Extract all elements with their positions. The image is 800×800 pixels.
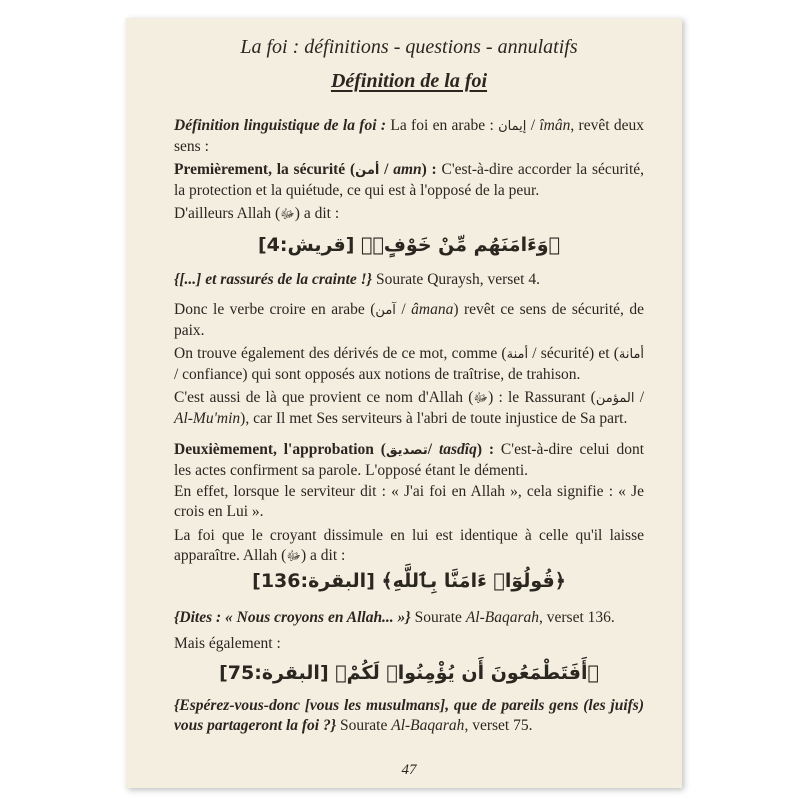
running-title: La foi : définitions - questions - annulatifs — [240, 36, 578, 58]
paragraph-linguistic-definition: Définition linguistique de la foi : La foi en arabe : إيمان / îmân, revêt deux sens : — [174, 117, 644, 155]
paragraph-translation-75: {Espérez-vous-donc [vous les musulmans], que de pareils gens (les juifs) vous partageront la foi ?} Sourate Al-Baqarah, verset 75. — [174, 697, 644, 734]
paragraph-al-mumin: C'est aussi de là que provient ce nom d'Allah (ﷻ) : le Rassurant (المؤمن / Al-Mu'min), car Il met Ses serviteurs à l'abri de toute injustice de Sa part. — [174, 389, 645, 427]
paragraph-verb-believe: Donc le verbe croire en arabe (آمن / âmana) revêt ce sens de sécurité, de paix. — [174, 301, 645, 339]
page-number: 47 — [401, 762, 417, 778]
paragraph-allah-said-1: D'ailleurs Allah (ﷻ) a dit : — [174, 205, 340, 222]
quran-verse-quraysh: ﴿وَءَامَنَهُم مِّنْ خَوْفٍۭ﴾ [قريش:4] — [257, 234, 561, 256]
paragraph-faith-identical: La foi que le croyant dissimule en lui est identique à celle qu'il laisse apparaître. Allah (ﷻ) a dit : — [174, 527, 644, 564]
paragraph-derivatives: On trouve également des dérivés de ce mot, comme (أمنة / sécurité) et (أمانة / confiance) qui sont opposés aux notions de traîtrise, de trahison. — [174, 345, 645, 383]
quran-verse-baqarah-136: ﴿قُولُوٓا۟ ءَامَنَّا بِٱللَّهِ﴾ [البقرة:136] — [252, 570, 566, 592]
quran-verse-baqarah-75: ﴿أَفَتَطْمَعُونَ أَن يُؤْمِنُوا۟ لَكُمْ﴾ [البقرة:75] — [219, 662, 599, 684]
paragraph-translation-136: {Dites : « Nous croyons en Allah... »} Sourate Al-Baqarah, verset 136. — [174, 609, 615, 626]
paragraph-but-also: Mais également : — [174, 635, 281, 652]
paragraph-security: Premièrement, la sécurité (أمن / amn) : C'est-à-dire accorder la sécurité, la protection et la quiétude, ce qui est à l'opposé de la peur. — [174, 161, 645, 199]
paragraph-servant-says: En effet, lorsque le serviteur dit : « J'ai foi en Allah », cela signifie : « Je crois en Lui ». — [174, 483, 644, 520]
paragraph-translation-quraysh: {[...] et rassurés de la crainte !} Sourate Quraysh, verset 4. — [174, 271, 540, 288]
section-title: Définition de la foi — [330, 70, 488, 92]
paragraph-approbation: Deuxièmement, l'approbation (تصديق/ tasdîq) : C'est-à-dire celui dont les actes confirment sa parole. L'opposé étant le démenti. — [174, 441, 645, 479]
book-page — [126, 18, 682, 788]
